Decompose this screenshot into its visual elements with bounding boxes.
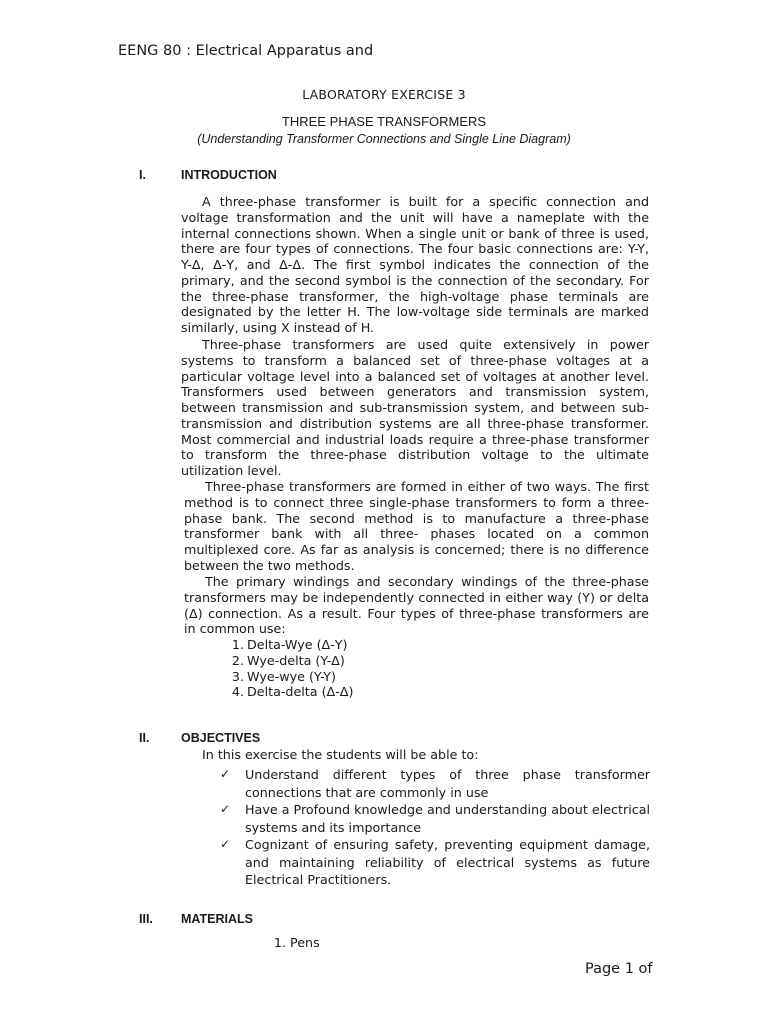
list-text: Delta-delta (Δ-Δ) [247,684,354,700]
section-number-objectives: II. [139,731,150,745]
connection-types-list [212,637,353,700]
list-number: 2. [231,652,244,668]
section-number-intro: I. [139,168,146,182]
objectives-list [220,766,650,889]
section-number-materials: III. [139,912,153,926]
list-text: Understand different types of three phase transformer connections that are commonly in use [245,767,650,800]
section-title-materials: MATERIALS [181,912,253,926]
section-title-intro: INTRODUCTION [181,168,277,182]
checkmark-icon: ✓ [220,837,231,851]
page-header: EENG 80 : Electrical Apparatus and [118,43,374,59]
list-item [220,801,650,836]
list-item [262,935,320,950]
checkmark-icon: ✓ [220,802,231,816]
list-number: 1. [273,935,286,950]
list-item [212,653,353,669]
section-title-objectives: OBJECTIVES [181,731,261,745]
checkmark-icon: ✓ [220,767,231,781]
list-text: Pens [290,935,320,950]
list-text: Have a Profound knowledge and understanding about electrical systems and its importance [245,802,650,835]
list-item [220,766,650,801]
document-title: THREE PHASE TRANSFORMERS [281,114,487,129]
intro-paragraph: The primary windings and secondary windings of the three-phase transformers may be independently connected in either way (Y) or delta (Δ) connection. As a result. Four types of three-phase transformers are in common use: [184,574,649,637]
list-number: 4. [231,684,244,700]
lab-exercise-label: LABORATORY EXERCISE 3 [302,87,466,102]
list-item [212,684,353,700]
page-number: Page 1 of [585,961,653,977]
intro-paragraph: Three-phase transformers are formed in either of two ways. The first method is to connect three single-phase transformers to form a three-phase bank. The second method is to manufacture a three-phase transformer bank with all three- phases located on a common multiplexed core. As far as analysis is concerned; there is no difference between the two methods. [184,479,649,573]
list-number: 3. [231,668,244,684]
list-text: Cognizant of ensuring safety, preventing equipment damage, and maintaining reliability of electrical systems as future Electrical Practitioners. [245,837,650,887]
list-number: 1. [231,637,244,652]
intro-paragraph: Three-phase transformers are used quite extensively in power systems to transform a balanced set of three-phase voltages at a particular voltage level into a balanced set of voltages at another level. Transformers used between generators and transmission system, between transmission and sub-transmission system, and between sub-transmission and distribution systems are all three-phase transformer. Most commercial and industrial loads require a three-phase transformer to transform the three-phase distribution voltage to the ultimate utilization level. [181,337,649,478]
list-item [212,637,353,653]
objectives-lead: In this exercise the students will be able to: [202,747,479,762]
document-subtitle: (Understanding Transformer Connections and Single Line Diagram) [197,132,571,146]
list-text: Wye-wye (Y-Y) [247,668,336,684]
list-text: Wye-delta (Y-Δ) [247,652,345,668]
list-item [220,836,650,889]
list-item [212,669,353,685]
list-text: Delta-Wye (Δ-Y) [247,637,348,652]
materials-list [262,935,320,950]
intro-paragraph: A three-phase transformer is built for a specific connection and voltage transformation and the unit will have a nameplate with the internal connections shown. When a single unit or bank of three is used, there are four types of connections. The four basic connections are: Y-Y, Y-Δ, Δ-Y, and Δ-Δ. The first symbol indicates the connection of the primary, and the second symbol is the connection of the secondary. For the three-phase transformer, the high-voltage phase terminals are designated by the letter H. The low-voltage side terminals are marked similarly, using X instead of H. [181,194,649,335]
